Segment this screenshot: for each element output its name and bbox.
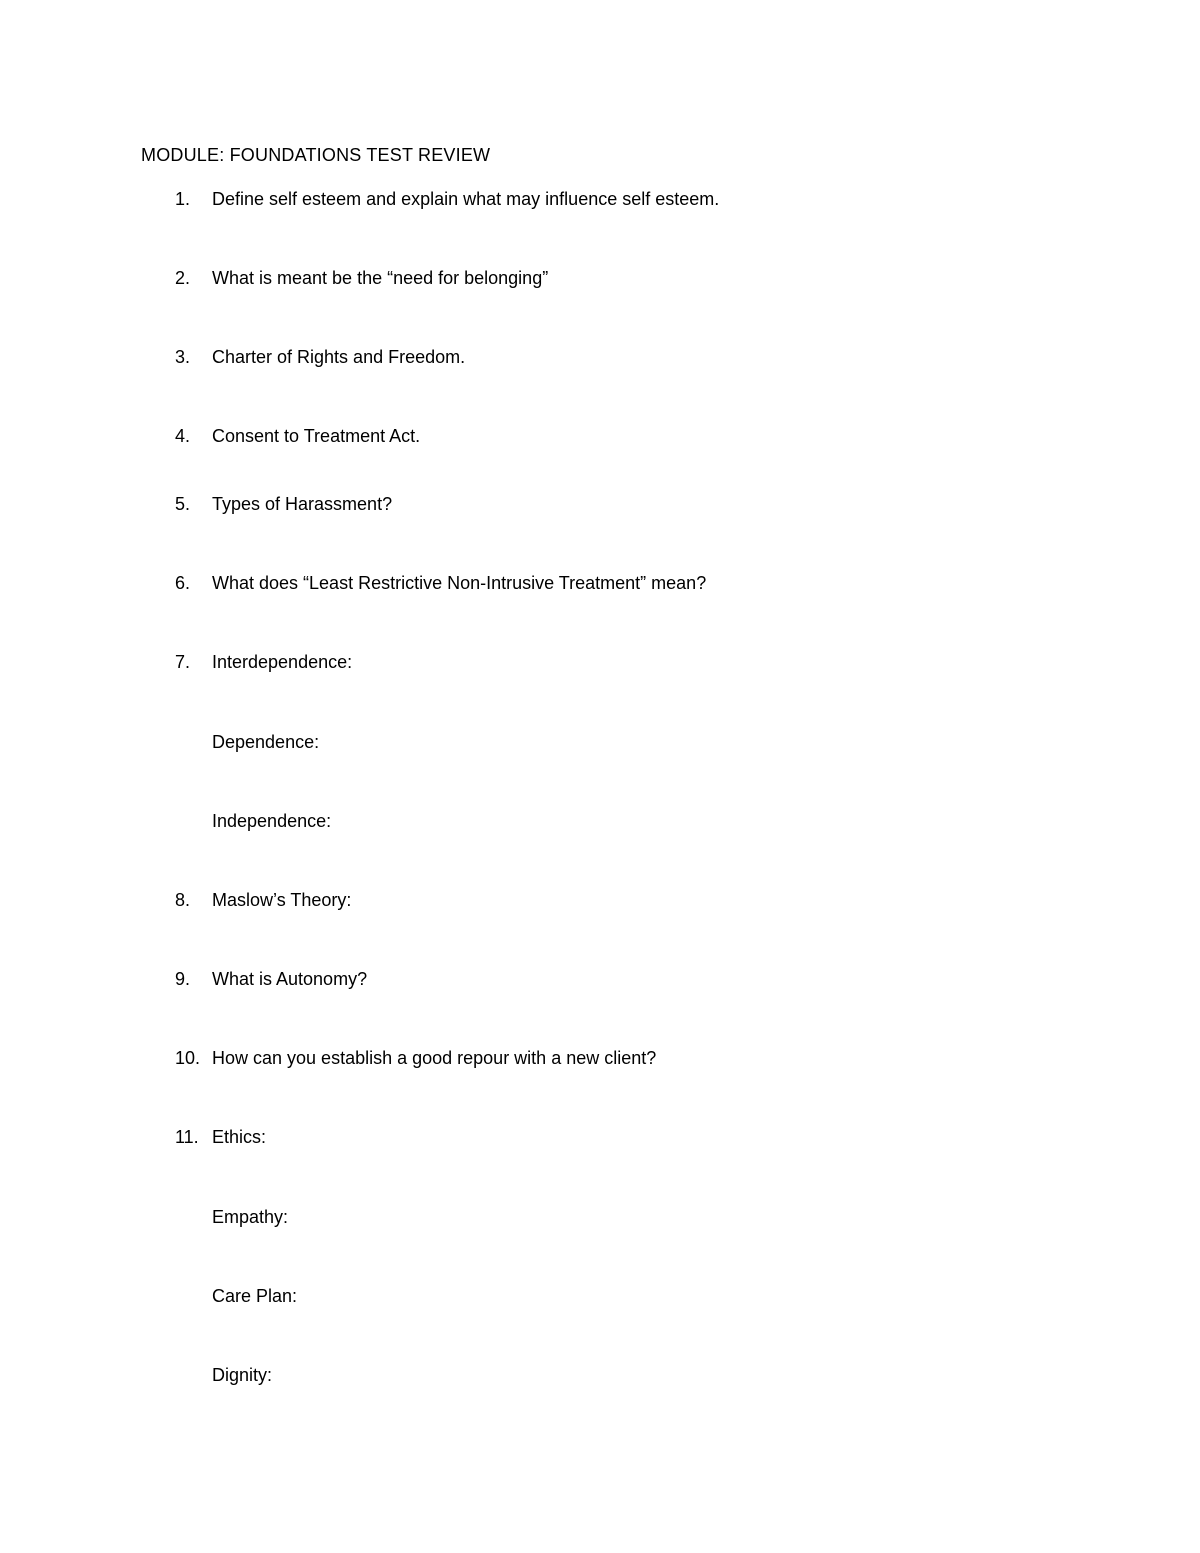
item-text: Define self esteem and explain what may influence self esteem. [212, 189, 720, 209]
item-text: Maslow’s Theory: [212, 890, 352, 910]
item-text: Ethics: [212, 1127, 267, 1147]
item-number: 7. [175, 652, 191, 672]
item-number: 11. [175, 1127, 199, 1147]
item-text: Types of Harassment? [212, 494, 393, 514]
item-text: Empathy: [212, 1207, 289, 1227]
item-text: Independence: [212, 811, 332, 831]
item-text: Dignity: [212, 1365, 273, 1385]
item-text: Consent to Treatment Act. [212, 426, 421, 446]
item-number: 5. [175, 494, 191, 514]
item-text: What does “Least Restrictive Non-Intrusive Treatment” mean? [212, 573, 707, 593]
item-text: How can you establish a good repour with a new client? [212, 1048, 657, 1068]
item-text: Charter of Rights and Freedom. [212, 347, 466, 367]
item-number: 9. [175, 969, 191, 989]
page-title: MODULE: FOUNDATIONS TEST REVIEW [141, 145, 491, 165]
item-text: What is Autonomy? [212, 969, 368, 989]
item-number: 4. [175, 426, 191, 446]
item-number: 1. [175, 189, 191, 209]
item-text: What is meant be the “need for belonging” [212, 268, 549, 288]
item-text: Interdependence: [212, 652, 353, 672]
item-text: Care Plan: [212, 1286, 298, 1306]
item-number: 6. [175, 573, 191, 593]
item-number: 8. [175, 890, 191, 910]
item-number: 10. [175, 1048, 201, 1068]
item-number: 2. [175, 268, 191, 288]
item-text: Dependence: [212, 732, 320, 752]
item-number: 3. [175, 347, 191, 367]
